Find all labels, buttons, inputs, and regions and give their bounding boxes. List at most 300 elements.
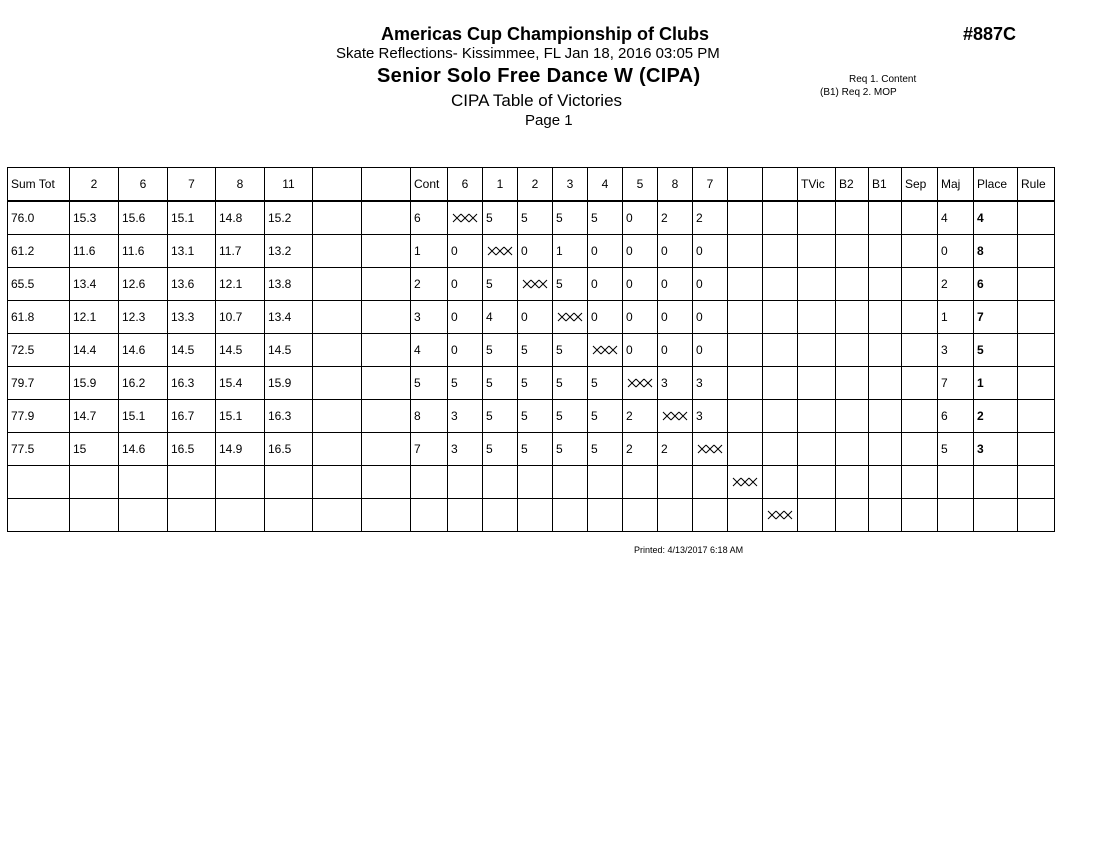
table-cell: 16.7	[168, 400, 216, 433]
table-cell: 16.2	[119, 367, 168, 400]
table-cell: 0	[448, 334, 483, 367]
table-header-row	[8, 168, 1055, 202]
table-cell: 12.1	[216, 268, 265, 301]
table-row	[8, 201, 1055, 235]
table-cell	[728, 201, 763, 235]
cross-hatch-icon	[592, 345, 618, 355]
table-cell	[313, 301, 362, 334]
table-cell: 0	[588, 235, 623, 268]
table-cell	[763, 400, 798, 433]
table-cell	[362, 466, 411, 499]
table-cell: 14.4	[70, 334, 119, 367]
table-cell	[362, 235, 411, 268]
column-header	[728, 168, 763, 202]
table-cell: 5	[588, 367, 623, 400]
table-cell: 3	[448, 433, 483, 466]
table-row	[8, 433, 1055, 466]
table-cell	[313, 235, 362, 268]
table-row	[8, 499, 1055, 532]
table-cell	[869, 268, 902, 301]
cross-hatch-icon	[452, 213, 478, 223]
table-cell	[313, 268, 362, 301]
table-cell: 5	[553, 367, 588, 400]
self-comparison-marker	[763, 499, 798, 532]
place-cell: 5	[974, 334, 1018, 367]
table-cell: 3	[693, 367, 728, 400]
table-cell: 5	[518, 367, 553, 400]
table-cell	[1018, 466, 1055, 499]
table-cell	[313, 433, 362, 466]
table-cell	[411, 499, 448, 532]
table-row	[8, 466, 1055, 499]
table-row	[8, 268, 1055, 301]
table-cell	[588, 499, 623, 532]
table-cell	[553, 499, 588, 532]
table-cell: 3	[938, 334, 974, 367]
table-cell	[763, 433, 798, 466]
table-cell: 2	[623, 400, 658, 433]
table-cell: 0	[588, 268, 623, 301]
table-cell	[448, 466, 483, 499]
table-cell: 5	[411, 367, 448, 400]
table-cell: 15.9	[70, 367, 119, 400]
column-header: Place	[974, 168, 1018, 202]
table-cell	[798, 466, 836, 499]
table-cell	[902, 268, 938, 301]
table-cell	[798, 400, 836, 433]
table-cell: 15.6	[119, 201, 168, 235]
table-cell	[836, 367, 869, 400]
table-cell	[362, 400, 411, 433]
table-cell: 13.2	[265, 235, 313, 268]
table-cell	[836, 499, 869, 532]
table-cell	[313, 367, 362, 400]
table-cell: 3	[448, 400, 483, 433]
table-cell: 0	[658, 235, 693, 268]
table-cell	[362, 367, 411, 400]
table-cell	[869, 400, 902, 433]
table-cell: 0	[588, 301, 623, 334]
table-cell: 5	[518, 201, 553, 235]
table-cell: 5	[483, 433, 518, 466]
table-cell: 5	[448, 367, 483, 400]
table-cell	[836, 301, 869, 334]
table-cell: 0	[658, 268, 693, 301]
table-cell	[313, 400, 362, 433]
table-cell	[1018, 433, 1055, 466]
table-cell	[869, 334, 902, 367]
table-cell	[836, 466, 869, 499]
table-title: CIPA Table of Victories	[451, 91, 623, 110]
place-cell: 4	[974, 201, 1018, 235]
table-cell	[411, 466, 448, 499]
table-cell	[902, 433, 938, 466]
table-cell	[168, 499, 216, 532]
table-cell	[869, 201, 902, 235]
table-cell: 2	[623, 433, 658, 466]
cross-hatch-icon	[557, 312, 583, 322]
table-cell	[902, 400, 938, 433]
table-cell	[869, 433, 902, 466]
table-cell: 0	[693, 268, 728, 301]
self-comparison-marker	[728, 466, 763, 499]
table-cell	[798, 499, 836, 532]
column-header: Sep	[902, 168, 938, 202]
table-cell	[119, 466, 168, 499]
table-cell	[518, 499, 553, 532]
column-header: 7	[168, 168, 216, 202]
requirement-1: Req 1. Content	[849, 74, 917, 85]
column-header: 8	[658, 168, 693, 202]
table-cell	[798, 367, 836, 400]
table-cell: 0	[658, 334, 693, 367]
column-header: Cont	[411, 168, 448, 202]
self-comparison-marker	[483, 235, 518, 268]
requirement-2: (B1) Req 2. MOP	[820, 87, 897, 98]
table-cell: 0	[693, 235, 728, 268]
table-cell: 77.9	[8, 400, 70, 433]
table-cell	[763, 201, 798, 235]
table-cell	[869, 466, 902, 499]
table-cell: 0	[623, 235, 658, 268]
table-cell	[1018, 235, 1055, 268]
table-cell	[728, 235, 763, 268]
column-header: TVic	[798, 168, 836, 202]
table-cell: 14.7	[70, 400, 119, 433]
table-cell: 0	[448, 301, 483, 334]
column-header: 4	[588, 168, 623, 202]
table-cell	[728, 400, 763, 433]
cross-hatch-icon	[522, 279, 548, 289]
table-cell	[313, 499, 362, 532]
place-cell: 7	[974, 301, 1018, 334]
table-cell	[836, 235, 869, 268]
table-cell	[216, 499, 265, 532]
column-header: B1	[869, 168, 902, 202]
table-cell: 2	[658, 433, 693, 466]
table-cell	[728, 334, 763, 367]
table-cell	[728, 499, 763, 532]
table-cell: 72.5	[8, 334, 70, 367]
table-cell: 13.6	[168, 268, 216, 301]
event-name: Senior Solo Free Dance W (CIPA)	[377, 65, 701, 87]
table-cell	[362, 499, 411, 532]
table-cell: 7	[938, 367, 974, 400]
table-cell	[693, 499, 728, 532]
table-cell: 61.2	[8, 235, 70, 268]
column-header: 6	[119, 168, 168, 202]
self-comparison-marker	[658, 400, 693, 433]
self-comparison-marker	[693, 433, 728, 466]
table-cell: 0	[623, 334, 658, 367]
table-cell	[313, 334, 362, 367]
table-cell	[1018, 400, 1055, 433]
cross-hatch-icon	[732, 477, 758, 487]
table-cell: 76.0	[8, 201, 70, 235]
table-cell: 15.1	[119, 400, 168, 433]
table-cell: 16.3	[168, 367, 216, 400]
table-cell	[168, 466, 216, 499]
table-cell: 0	[623, 301, 658, 334]
self-comparison-marker	[588, 334, 623, 367]
table-cell	[798, 334, 836, 367]
table-cell: 5	[588, 433, 623, 466]
table-cell: 12.6	[119, 268, 168, 301]
table-row	[8, 400, 1055, 433]
table-cell	[483, 466, 518, 499]
table-cell: 2	[693, 201, 728, 235]
table-cell: 0	[518, 235, 553, 268]
table-cell: 0	[623, 201, 658, 235]
table-cell	[869, 499, 902, 532]
table-cell: 1	[411, 235, 448, 268]
table-cell: 0	[658, 301, 693, 334]
table-cell	[1018, 268, 1055, 301]
place-cell	[974, 466, 1018, 499]
table-cell	[763, 466, 798, 499]
table-cell	[798, 268, 836, 301]
column-header: 1	[483, 168, 518, 202]
table-cell: 11.6	[119, 235, 168, 268]
table-cell: 4	[411, 334, 448, 367]
table-cell: 2	[938, 268, 974, 301]
cross-hatch-icon	[487, 246, 513, 256]
table-cell: 0	[448, 235, 483, 268]
table-cell: 0	[693, 301, 728, 334]
report-title: Americas Cup Championship of Clubs	[381, 24, 710, 44]
cross-hatch-icon	[662, 411, 688, 421]
table-cell: 16.5	[168, 433, 216, 466]
table-cell: 5	[483, 367, 518, 400]
table-cell	[362, 334, 411, 367]
table-cell	[1018, 301, 1055, 334]
table-cell	[763, 235, 798, 268]
table-cell	[938, 466, 974, 499]
table-cell: 5	[518, 400, 553, 433]
table-cell: 5	[938, 433, 974, 466]
table-cell: 79.7	[8, 367, 70, 400]
table-cell: 61.8	[8, 301, 70, 334]
table-cell: 5	[553, 433, 588, 466]
table-cell	[362, 433, 411, 466]
table-cell	[362, 301, 411, 334]
table-cell: 3	[693, 400, 728, 433]
column-header: 11	[265, 168, 313, 202]
table-cell: 65.5	[8, 268, 70, 301]
table-cell	[658, 499, 693, 532]
cross-hatch-icon	[767, 510, 793, 520]
table-cell: 5	[483, 201, 518, 235]
place-cell	[974, 499, 1018, 532]
table-cell: 11.6	[70, 235, 119, 268]
table-row	[8, 367, 1055, 400]
table-cell	[70, 466, 119, 499]
table-cell	[483, 499, 518, 532]
table-cell	[902, 367, 938, 400]
table-cell: 5	[483, 400, 518, 433]
column-header: 2	[518, 168, 553, 202]
table-cell: 13.4	[70, 268, 119, 301]
table-cell	[869, 367, 902, 400]
table-cell	[216, 466, 265, 499]
table-row	[8, 301, 1055, 334]
self-comparison-marker	[553, 301, 588, 334]
table-cell	[869, 235, 902, 268]
table-cell	[836, 268, 869, 301]
table-cell	[836, 433, 869, 466]
table-cell: 11.7	[216, 235, 265, 268]
place-cell: 3	[974, 433, 1018, 466]
table-cell	[623, 466, 658, 499]
table-cell	[798, 201, 836, 235]
table-cell: 16.5	[265, 433, 313, 466]
table-cell	[553, 466, 588, 499]
table-cell	[763, 268, 798, 301]
victories-table	[7, 167, 1055, 532]
table-cell	[728, 367, 763, 400]
table-cell: 0	[518, 301, 553, 334]
table-cell	[902, 334, 938, 367]
table-row	[8, 235, 1055, 268]
table-cell: 15.4	[216, 367, 265, 400]
table-cell: 7	[411, 433, 448, 466]
table-cell: 5	[483, 334, 518, 367]
table-cell: 5	[553, 268, 588, 301]
table-cell	[1018, 499, 1055, 532]
table-row	[8, 334, 1055, 367]
table-cell	[362, 201, 411, 235]
table-cell	[836, 201, 869, 235]
cross-hatch-icon	[697, 444, 723, 454]
table-cell	[313, 466, 362, 499]
column-header: 3	[553, 168, 588, 202]
table-cell: 15.2	[265, 201, 313, 235]
table-cell	[313, 201, 362, 235]
table-cell: 12.3	[119, 301, 168, 334]
column-header	[362, 168, 411, 202]
table-cell	[119, 499, 168, 532]
self-comparison-marker	[448, 201, 483, 235]
table-cell: 5	[518, 334, 553, 367]
table-cell: 5	[553, 334, 588, 367]
column-header: Sum Tot	[8, 168, 70, 202]
table-cell: 14.5	[168, 334, 216, 367]
table-cell: 0	[623, 268, 658, 301]
table-cell	[70, 499, 119, 532]
table-cell	[265, 499, 313, 532]
table-cell	[836, 334, 869, 367]
table-cell	[728, 268, 763, 301]
table-cell	[798, 301, 836, 334]
table-cell: 15.1	[168, 201, 216, 235]
table-cell: 3	[658, 367, 693, 400]
column-header	[313, 168, 362, 202]
table-cell: 1	[938, 301, 974, 334]
table-cell	[728, 433, 763, 466]
table-cell	[658, 466, 693, 499]
table-cell	[902, 235, 938, 268]
table-cell	[902, 201, 938, 235]
column-header: 5	[623, 168, 658, 202]
table-cell	[763, 334, 798, 367]
page-label: Page 1	[525, 112, 573, 129]
place-cell: 2	[974, 400, 1018, 433]
table-cell	[623, 499, 658, 532]
table-cell: 77.5	[8, 433, 70, 466]
table-cell	[362, 268, 411, 301]
table-cell: 15.1	[216, 400, 265, 433]
table-cell: 15.3	[70, 201, 119, 235]
table-cell: 5	[588, 201, 623, 235]
table-cell: 13.8	[265, 268, 313, 301]
table-cell: 8	[411, 400, 448, 433]
table-cell: 15	[70, 433, 119, 466]
table-cell	[902, 301, 938, 334]
table-cell: 5	[518, 433, 553, 466]
table-cell: 12.1	[70, 301, 119, 334]
venue-date-line: Skate Reflections- Kissimmee, FL Jan 18, 2016 03:05 PM	[336, 45, 720, 62]
table-cell: 0	[448, 268, 483, 301]
table-cell	[693, 466, 728, 499]
table-cell	[763, 301, 798, 334]
table-cell: 5	[483, 268, 518, 301]
table-cell: 0	[938, 235, 974, 268]
table-cell: 16.3	[265, 400, 313, 433]
self-comparison-marker	[623, 367, 658, 400]
table-cell: 14.6	[119, 334, 168, 367]
table-cell	[588, 466, 623, 499]
table-cell: 2	[658, 201, 693, 235]
table-cell: 5	[553, 400, 588, 433]
table-cell	[902, 466, 938, 499]
table-cell: 0	[693, 334, 728, 367]
table-cell	[836, 400, 869, 433]
place-cell: 6	[974, 268, 1018, 301]
table-cell: 6	[938, 400, 974, 433]
column-header: 6	[448, 168, 483, 202]
table-cell: 3	[411, 301, 448, 334]
column-header: Rule	[1018, 168, 1055, 202]
table-cell	[798, 433, 836, 466]
table-cell	[8, 466, 70, 499]
column-header: 7	[693, 168, 728, 202]
table-cell: 10.7	[216, 301, 265, 334]
table-cell: 13.1	[168, 235, 216, 268]
table-cell: 13.4	[265, 301, 313, 334]
table-cell	[798, 235, 836, 268]
table-cell	[448, 499, 483, 532]
table-cell: 4	[483, 301, 518, 334]
event-number: #887C	[963, 24, 1017, 44]
column-header: 2	[70, 168, 119, 202]
table-cell	[869, 301, 902, 334]
table-cell	[265, 466, 313, 499]
table-cell: 14.8	[216, 201, 265, 235]
table-cell: 14.5	[265, 334, 313, 367]
self-comparison-marker	[518, 268, 553, 301]
table-cell	[763, 367, 798, 400]
column-header: Maj	[938, 168, 974, 202]
table-cell: 14.5	[216, 334, 265, 367]
table-cell: 13.3	[168, 301, 216, 334]
column-header: 8	[216, 168, 265, 202]
table-cell	[728, 301, 763, 334]
table-cell: 14.9	[216, 433, 265, 466]
place-cell: 8	[974, 235, 1018, 268]
table-cell	[902, 499, 938, 532]
column-header	[763, 168, 798, 202]
cross-hatch-icon	[627, 378, 653, 388]
